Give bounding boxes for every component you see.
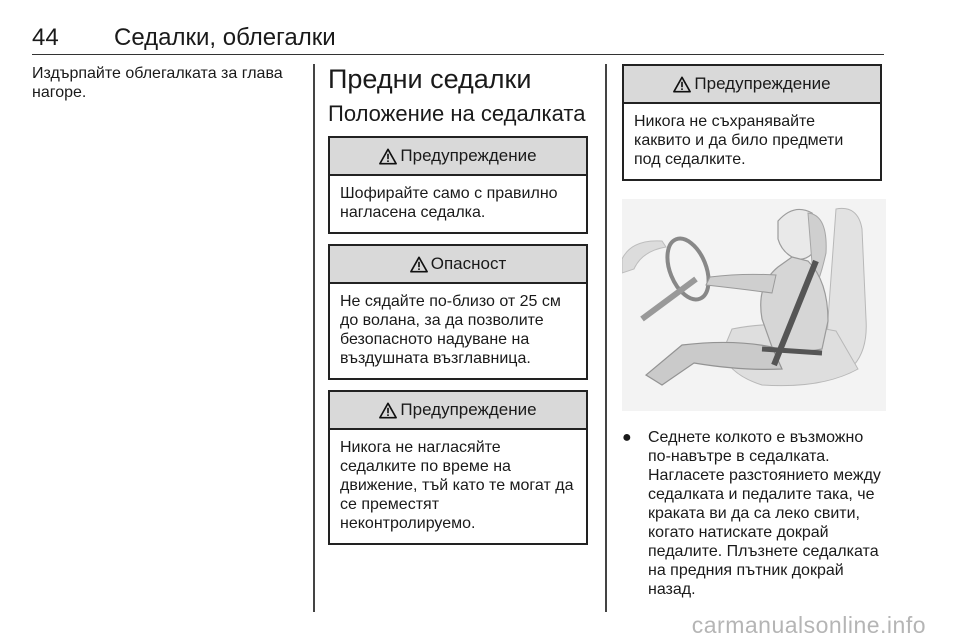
page-title: Седалки, облегалки: [114, 24, 336, 51]
warning-box-body: Никога не съхранявайте каквито и да било предмети под седалките.: [634, 113, 844, 168]
warning-box-header: [330, 392, 586, 430]
warning-box: [328, 390, 588, 545]
right-column: [622, 64, 886, 599]
warning-box-body: Шофирайте само с правилно нагласена седалка.: [340, 185, 558, 221]
danger-box: [328, 244, 588, 380]
section-title: Предни седалки: [328, 64, 532, 94]
warning-triangle-icon: [379, 402, 397, 419]
warning-triangle-icon: [673, 76, 691, 93]
warning-box-header: [330, 138, 586, 176]
subsection-title: Положение на седалката: [328, 101, 586, 126]
warning-triangle-icon: [379, 148, 397, 165]
seat-adjustment-instruction: Седнете колкото е възможно по-навътре в седалката. Нагласете разстоянието между седалката и педалите така, че краката ви да са леко свити, когато натискате докрай педалите. Плъзнете седалката на предния пътник докрай назад.: [648, 429, 881, 598]
warning-box: [622, 64, 882, 181]
danger-box-header: [330, 246, 586, 284]
danger-box-body: Не сядайте по-близо от 25 см до волана, за да позволите безопасното надуване на въздушната възглавница.: [340, 293, 561, 367]
left-column: [32, 58, 292, 102]
warning-box-heading: Предупреждение: [400, 400, 537, 419]
column-divider: [313, 64, 315, 612]
warning-box-body: Никога не нагласяйте седалките по време на движение, тъй като те могат да се преместят неконтролируемо.: [340, 439, 574, 532]
warning-box-heading: Предупреждение: [694, 74, 831, 93]
page-header: [32, 20, 884, 55]
page-number: 44: [32, 24, 59, 51]
list-item: [622, 428, 886, 599]
warning-box: [328, 136, 588, 234]
danger-box-heading: Опасност: [430, 254, 507, 273]
driver-seat-illustration: [622, 199, 886, 411]
middle-column: [328, 58, 592, 555]
watermark: carmanualsonline.info: [691, 612, 926, 638]
column-divider: [605, 64, 607, 612]
warning-box-header: [624, 66, 880, 104]
headrest-instruction: Издърпайте облегалката за глава нагоре.: [32, 65, 283, 101]
bullet-icon: ●: [622, 429, 632, 446]
warning-triangle-icon: [410, 256, 428, 273]
warning-box-heading: Предупреждение: [400, 146, 537, 165]
